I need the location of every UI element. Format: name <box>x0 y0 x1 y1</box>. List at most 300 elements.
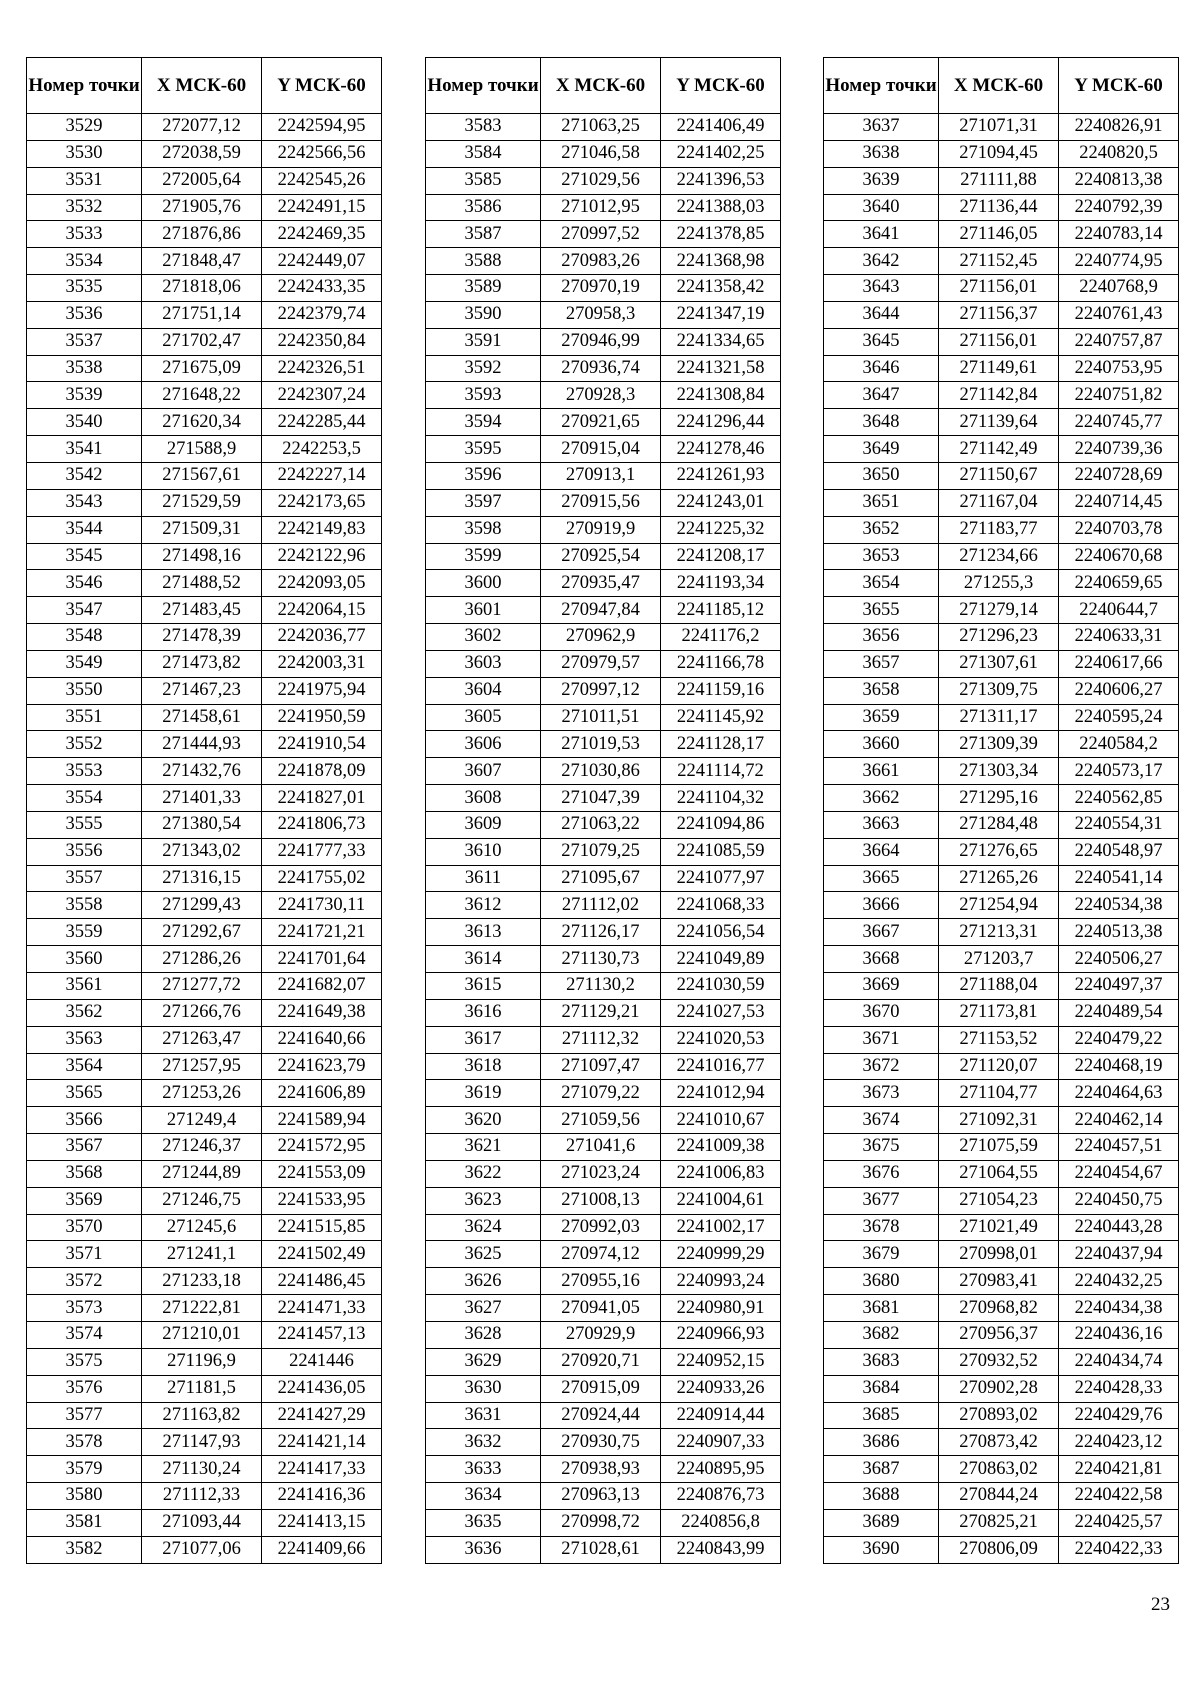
point-number-cell: 3580 <box>27 1483 142 1510</box>
x-coordinate-cell: 271299,43 <box>142 892 262 919</box>
x-coordinate-cell: 270930,75 <box>541 1429 661 1456</box>
x-coordinate-cell: 270992,03 <box>541 1214 661 1241</box>
table-row <box>824 1509 1179 1536</box>
x-coordinate-cell: 271156,01 <box>939 275 1059 302</box>
x-coordinate-cell: 271112,02 <box>541 892 661 919</box>
table-row <box>426 1268 781 1295</box>
point-number-cell: 3672 <box>824 1053 939 1080</box>
y-coordinate-cell: 2240714,45 <box>1059 489 1179 516</box>
table-row <box>426 328 781 355</box>
point-number-cell: 3544 <box>27 516 142 543</box>
y-coordinate-cell: 2240753,95 <box>1059 355 1179 382</box>
y-coordinate-cell: 2240436,16 <box>1059 1321 1179 1348</box>
table-row <box>426 1402 781 1429</box>
table-row <box>824 275 1179 302</box>
table-row <box>426 731 781 758</box>
y-coordinate-cell: 2240843,99 <box>661 1536 781 1563</box>
x-coordinate-cell: 271021,49 <box>939 1214 1059 1241</box>
y-coordinate-cell: 2240739,36 <box>1059 436 1179 463</box>
y-coordinate-cell: 2240584,2 <box>1059 731 1179 758</box>
table-row <box>27 785 382 812</box>
point-number-cell: 3688 <box>824 1483 939 1510</box>
table-row <box>426 1295 781 1322</box>
x-coordinate-cell: 271380,54 <box>142 811 262 838</box>
table-row <box>824 382 1179 409</box>
point-number-cell: 3549 <box>27 650 142 677</box>
y-coordinate-cell: 2241004,61 <box>661 1187 781 1214</box>
table-row <box>824 811 1179 838</box>
y-coordinate-cell: 2242253,5 <box>262 436 382 463</box>
x-coordinate-cell: 271478,39 <box>142 624 262 651</box>
x-coordinate-cell: 270921,65 <box>541 409 661 436</box>
table-row <box>426 275 781 302</box>
table-row <box>27 650 382 677</box>
x-coordinate-cell: 271467,23 <box>142 677 262 704</box>
y-coordinate-cell: 2241878,09 <box>262 758 382 785</box>
y-coordinate-cell: 2242326,51 <box>262 355 382 382</box>
y-coordinate-cell: 2242003,31 <box>262 650 382 677</box>
header-y: Y МСК-60 <box>1059 58 1179 114</box>
x-coordinate-cell: 271254,94 <box>939 892 1059 919</box>
table-row <box>426 999 781 1026</box>
point-number-cell: 3615 <box>426 973 541 1000</box>
table-row <box>426 758 781 785</box>
point-number-cell: 3622 <box>426 1160 541 1187</box>
y-coordinate-cell: 2241308,84 <box>661 382 781 409</box>
x-coordinate-cell: 270929,9 <box>541 1321 661 1348</box>
x-coordinate-cell: 270955,16 <box>541 1268 661 1295</box>
point-number-cell: 3537 <box>27 328 142 355</box>
table-row <box>426 248 781 275</box>
point-number-cell: 3599 <box>426 543 541 570</box>
table-row <box>824 1268 1179 1295</box>
point-number-cell: 3626 <box>426 1268 541 1295</box>
table-row <box>27 436 382 463</box>
point-number-cell: 3594 <box>426 409 541 436</box>
y-coordinate-cell: 2241261,93 <box>661 462 781 489</box>
point-number-cell: 3604 <box>426 677 541 704</box>
table-row <box>426 1214 781 1241</box>
point-number-cell: 3620 <box>426 1107 541 1134</box>
y-coordinate-cell: 2241388,03 <box>661 194 781 221</box>
point-number-cell: 3671 <box>824 1026 939 1053</box>
coordinates-table-3 <box>823 57 1179 1564</box>
point-number-cell: 3653 <box>824 543 939 570</box>
y-coordinate-cell: 2241421,14 <box>262 1429 382 1456</box>
x-coordinate-cell: 271483,45 <box>142 597 262 624</box>
y-coordinate-cell: 2240437,94 <box>1059 1241 1179 1268</box>
point-number-cell: 3658 <box>824 677 939 704</box>
point-number-cell: 3545 <box>27 543 142 570</box>
table-row <box>27 731 382 758</box>
table-row <box>824 1053 1179 1080</box>
y-coordinate-cell: 2240432,25 <box>1059 1268 1179 1295</box>
x-coordinate-cell: 271181,5 <box>142 1375 262 1402</box>
x-coordinate-cell: 271047,39 <box>541 785 661 812</box>
x-coordinate-cell: 271444,93 <box>142 731 262 758</box>
x-coordinate-cell: 271213,31 <box>939 919 1059 946</box>
point-number-cell: 3640 <box>824 194 939 221</box>
table-row <box>426 1321 781 1348</box>
y-coordinate-cell: 2241950,59 <box>262 704 382 731</box>
point-number-cell: 3618 <box>426 1053 541 1080</box>
table-row <box>426 462 781 489</box>
point-number-cell: 3577 <box>27 1402 142 1429</box>
y-coordinate-cell: 2241730,11 <box>262 892 382 919</box>
table-row <box>27 811 382 838</box>
x-coordinate-cell: 271848,47 <box>142 248 262 275</box>
x-coordinate-cell: 271095,67 <box>541 865 661 892</box>
point-number-cell: 3557 <box>27 865 142 892</box>
table-row <box>27 543 382 570</box>
y-coordinate-cell: 2240434,38 <box>1059 1295 1179 1322</box>
table-row <box>824 731 1179 758</box>
point-number-cell: 3597 <box>426 489 541 516</box>
table-row <box>27 1483 382 1510</box>
table-row <box>824 221 1179 248</box>
x-coordinate-cell: 270997,52 <box>541 221 661 248</box>
point-number-cell: 3602 <box>426 624 541 651</box>
point-number-cell: 3623 <box>426 1187 541 1214</box>
y-coordinate-cell: 2241649,38 <box>262 999 382 1026</box>
x-coordinate-cell: 270938,93 <box>541 1456 661 1483</box>
point-number-cell: 3598 <box>426 516 541 543</box>
table-row <box>27 1214 382 1241</box>
point-number-cell: 3575 <box>27 1348 142 1375</box>
y-coordinate-cell: 2242285,44 <box>262 409 382 436</box>
table-row <box>824 1321 1179 1348</box>
y-coordinate-cell: 2241094,86 <box>661 811 781 838</box>
y-coordinate-cell: 2240422,33 <box>1059 1536 1179 1563</box>
point-number-cell: 3532 <box>27 194 142 221</box>
y-coordinate-cell: 2241572,95 <box>262 1134 382 1161</box>
y-coordinate-cell: 2241347,19 <box>661 301 781 328</box>
point-number-cell: 3613 <box>426 919 541 946</box>
table-row <box>426 301 781 328</box>
table-row <box>27 1026 382 1053</box>
point-number-cell: 3660 <box>824 731 939 758</box>
y-coordinate-cell: 2241417,33 <box>262 1456 382 1483</box>
x-coordinate-cell: 271675,09 <box>142 355 262 382</box>
y-coordinate-cell: 2242036,77 <box>262 624 382 651</box>
point-number-cell: 3530 <box>27 140 142 167</box>
y-coordinate-cell: 2241446 <box>262 1348 382 1375</box>
table-row <box>824 543 1179 570</box>
y-coordinate-cell: 2242433,35 <box>262 275 382 302</box>
table-row <box>426 865 781 892</box>
x-coordinate-cell: 271146,05 <box>939 221 1059 248</box>
table-row <box>824 677 1179 704</box>
x-coordinate-cell: 271244,89 <box>142 1160 262 1187</box>
point-number-cell: 3619 <box>426 1080 541 1107</box>
point-number-cell: 3645 <box>824 328 939 355</box>
table-row <box>426 1080 781 1107</box>
table-row <box>27 328 382 355</box>
table-row <box>27 946 382 973</box>
point-number-cell: 3607 <box>426 758 541 785</box>
point-number-cell: 3601 <box>426 597 541 624</box>
table-row <box>426 1026 781 1053</box>
x-coordinate-cell: 271156,01 <box>939 328 1059 355</box>
x-coordinate-cell: 270974,12 <box>541 1241 661 1268</box>
table-row <box>27 1107 382 1134</box>
table-row <box>27 758 382 785</box>
table-row <box>824 758 1179 785</box>
point-number-cell: 3581 <box>27 1509 142 1536</box>
x-coordinate-cell: 270998,72 <box>541 1509 661 1536</box>
point-number-cell: 3631 <box>426 1402 541 1429</box>
point-number-cell: 3609 <box>426 811 541 838</box>
point-number-cell: 3548 <box>27 624 142 651</box>
table-row <box>27 1187 382 1214</box>
table-row <box>426 570 781 597</box>
point-number-cell: 3540 <box>27 409 142 436</box>
header-point-number: Номер точки <box>824 58 939 114</box>
y-coordinate-cell: 2241457,13 <box>262 1321 382 1348</box>
y-coordinate-cell: 2241409,66 <box>262 1536 382 1563</box>
x-coordinate-cell: 271077,06 <box>142 1536 262 1563</box>
table-row <box>824 462 1179 489</box>
point-number-cell: 3659 <box>824 704 939 731</box>
x-coordinate-cell: 270806,09 <box>939 1536 1059 1563</box>
x-coordinate-cell: 270997,12 <box>541 677 661 704</box>
x-coordinate-cell: 271063,22 <box>541 811 661 838</box>
table-row <box>27 1429 382 1456</box>
table-row <box>27 1160 382 1187</box>
table-row <box>27 892 382 919</box>
x-coordinate-cell: 271307,61 <box>939 650 1059 677</box>
y-coordinate-cell: 2241020,53 <box>661 1026 781 1053</box>
table-row <box>824 1402 1179 1429</box>
point-number-cell: 3574 <box>27 1321 142 1348</box>
y-coordinate-cell: 2241185,12 <box>661 597 781 624</box>
x-coordinate-cell: 271097,47 <box>541 1053 661 1080</box>
y-coordinate-cell: 2240595,24 <box>1059 704 1179 731</box>
x-coordinate-cell: 270983,41 <box>939 1268 1059 1295</box>
x-coordinate-cell: 270863,02 <box>939 1456 1059 1483</box>
point-number-cell: 3686 <box>824 1429 939 1456</box>
x-coordinate-cell: 270932,52 <box>939 1348 1059 1375</box>
table-row <box>426 409 781 436</box>
table-row <box>824 1241 1179 1268</box>
table-row <box>824 248 1179 275</box>
x-coordinate-cell: 270825,21 <box>939 1509 1059 1536</box>
table-row <box>27 999 382 1026</box>
point-number-cell: 3567 <box>27 1134 142 1161</box>
x-coordinate-cell: 271309,75 <box>939 677 1059 704</box>
y-coordinate-cell: 2240421,81 <box>1059 1456 1179 1483</box>
table-row <box>27 1536 382 1563</box>
y-coordinate-cell: 2240659,65 <box>1059 570 1179 597</box>
table-row <box>27 1295 382 1322</box>
point-number-cell: 3553 <box>27 758 142 785</box>
y-coordinate-cell: 2241721,21 <box>262 919 382 946</box>
point-number-cell: 3605 <box>426 704 541 731</box>
point-number-cell: 3667 <box>824 919 939 946</box>
y-coordinate-cell: 2240422,58 <box>1059 1483 1179 1510</box>
point-number-cell: 3552 <box>27 731 142 758</box>
point-number-cell: 3677 <box>824 1187 939 1214</box>
table-row <box>27 355 382 382</box>
table-row <box>27 1348 382 1375</box>
table-row <box>426 1348 781 1375</box>
point-number-cell: 3627 <box>426 1295 541 1322</box>
x-coordinate-cell: 271257,95 <box>142 1053 262 1080</box>
table-row <box>27 1402 382 1429</box>
x-coordinate-cell: 270958,3 <box>541 301 661 328</box>
page-number: 23 <box>1151 1594 1170 1615</box>
table-row <box>824 1026 1179 1053</box>
x-coordinate-cell: 271255,3 <box>939 570 1059 597</box>
y-coordinate-cell: 2241176,2 <box>661 624 781 651</box>
point-number-cell: 3587 <box>426 221 541 248</box>
table-row <box>27 462 382 489</box>
y-coordinate-cell: 2240534,38 <box>1059 892 1179 919</box>
point-number-cell: 3633 <box>426 1456 541 1483</box>
y-coordinate-cell: 2241030,59 <box>661 973 781 1000</box>
x-coordinate-cell: 271620,34 <box>142 409 262 436</box>
point-number-cell: 3661 <box>824 758 939 785</box>
y-coordinate-cell: 2240541,14 <box>1059 865 1179 892</box>
y-coordinate-cell: 2240633,31 <box>1059 624 1179 651</box>
y-coordinate-cell: 2240980,91 <box>661 1295 781 1322</box>
x-coordinate-cell: 270946,99 <box>541 328 661 355</box>
x-coordinate-cell: 270962,9 <box>541 624 661 651</box>
point-number-cell: 3651 <box>824 489 939 516</box>
table-row <box>426 919 781 946</box>
x-coordinate-cell: 270915,04 <box>541 436 661 463</box>
point-number-cell: 3621 <box>426 1134 541 1161</box>
y-coordinate-cell: 2240506,27 <box>1059 946 1179 973</box>
point-number-cell: 3582 <box>27 1536 142 1563</box>
point-number-cell: 3542 <box>27 462 142 489</box>
x-coordinate-cell: 271196,9 <box>142 1348 262 1375</box>
x-coordinate-cell: 271112,33 <box>142 1483 262 1510</box>
x-coordinate-cell: 270915,09 <box>541 1375 661 1402</box>
x-coordinate-cell: 271153,52 <box>939 1026 1059 1053</box>
point-number-cell: 3624 <box>426 1214 541 1241</box>
y-coordinate-cell: 2240876,73 <box>661 1483 781 1510</box>
point-number-cell: 3591 <box>426 328 541 355</box>
y-coordinate-cell: 2241068,33 <box>661 892 781 919</box>
x-coordinate-cell: 271458,61 <box>142 704 262 731</box>
table-row <box>27 704 382 731</box>
table-row <box>27 114 382 141</box>
point-number-cell: 3546 <box>27 570 142 597</box>
x-coordinate-cell: 271296,23 <box>939 624 1059 651</box>
y-coordinate-cell: 2241010,67 <box>661 1107 781 1134</box>
table-row <box>426 221 781 248</box>
table-row <box>27 677 382 704</box>
point-number-cell: 3637 <box>824 114 939 141</box>
table-row <box>824 892 1179 919</box>
x-coordinate-cell: 271234,66 <box>939 543 1059 570</box>
table-row <box>426 1509 781 1536</box>
point-number-cell: 3669 <box>824 973 939 1000</box>
table-row <box>824 436 1179 463</box>
y-coordinate-cell: 2240617,66 <box>1059 650 1179 677</box>
table-row <box>426 1429 781 1456</box>
x-coordinate-cell: 271064,55 <box>939 1160 1059 1187</box>
y-coordinate-cell: 2241606,89 <box>262 1080 382 1107</box>
table-row <box>27 275 382 302</box>
table-row <box>426 811 781 838</box>
y-coordinate-cell: 2241623,79 <box>262 1053 382 1080</box>
table-row <box>824 1160 1179 1187</box>
table-row <box>824 409 1179 436</box>
y-coordinate-cell: 2240856,8 <box>661 1509 781 1536</box>
table-row <box>27 140 382 167</box>
point-number-cell: 3610 <box>426 838 541 865</box>
table-row <box>824 489 1179 516</box>
table-row <box>426 167 781 194</box>
x-coordinate-cell: 271150,67 <box>939 462 1059 489</box>
coordinates-table-1 <box>26 57 382 1564</box>
x-coordinate-cell: 270915,56 <box>541 489 661 516</box>
x-coordinate-cell: 271079,25 <box>541 838 661 865</box>
y-coordinate-cell: 2242227,14 <box>262 462 382 489</box>
x-coordinate-cell: 270873,42 <box>939 1429 1059 1456</box>
y-coordinate-cell: 2241009,38 <box>661 1134 781 1161</box>
table-row <box>824 1187 1179 1214</box>
table-row <box>426 436 781 463</box>
point-number-cell: 3642 <box>824 248 939 275</box>
x-coordinate-cell: 270963,13 <box>541 1483 661 1510</box>
y-coordinate-cell: 2240820,5 <box>1059 140 1179 167</box>
x-coordinate-cell: 270902,28 <box>939 1375 1059 1402</box>
x-coordinate-cell: 270983,26 <box>541 248 661 275</box>
point-number-cell: 3664 <box>824 838 939 865</box>
table-header-row <box>824 58 1179 114</box>
y-coordinate-cell: 2241640,66 <box>262 1026 382 1053</box>
point-number-cell: 3678 <box>824 1214 939 1241</box>
table-row <box>426 489 781 516</box>
y-coordinate-cell: 2241104,32 <box>661 785 781 812</box>
table-row <box>426 1241 781 1268</box>
x-coordinate-cell: 272005,64 <box>142 167 262 194</box>
x-coordinate-cell: 270941,05 <box>541 1295 661 1322</box>
x-coordinate-cell: 271029,56 <box>541 167 661 194</box>
header-x: X МСК-60 <box>142 58 262 114</box>
table-row <box>27 1268 382 1295</box>
table-row <box>824 624 1179 651</box>
table-row <box>824 838 1179 865</box>
table-row <box>426 892 781 919</box>
point-number-cell: 3603 <box>426 650 541 677</box>
y-coordinate-cell: 2241358,42 <box>661 275 781 302</box>
y-coordinate-cell: 2241486,45 <box>262 1268 382 1295</box>
x-coordinate-cell: 271432,76 <box>142 758 262 785</box>
point-number-cell: 3569 <box>27 1187 142 1214</box>
x-coordinate-cell: 270925,54 <box>541 543 661 570</box>
x-coordinate-cell: 270947,84 <box>541 597 661 624</box>
point-number-cell: 3560 <box>27 946 142 973</box>
table-row <box>824 1295 1179 1322</box>
table-row <box>426 1107 781 1134</box>
point-number-cell: 3650 <box>824 462 939 489</box>
point-number-cell: 3541 <box>27 436 142 463</box>
table-row <box>27 1053 382 1080</box>
point-number-cell: 3656 <box>824 624 939 651</box>
y-coordinate-cell: 2240895,95 <box>661 1456 781 1483</box>
x-coordinate-cell: 272038,59 <box>142 140 262 167</box>
y-coordinate-cell: 2242379,74 <box>262 301 382 328</box>
x-coordinate-cell: 271111,88 <box>939 167 1059 194</box>
x-coordinate-cell: 271183,77 <box>939 516 1059 543</box>
point-number-cell: 3535 <box>27 275 142 302</box>
table-row <box>426 973 781 1000</box>
y-coordinate-cell: 2240999,29 <box>661 1241 781 1268</box>
